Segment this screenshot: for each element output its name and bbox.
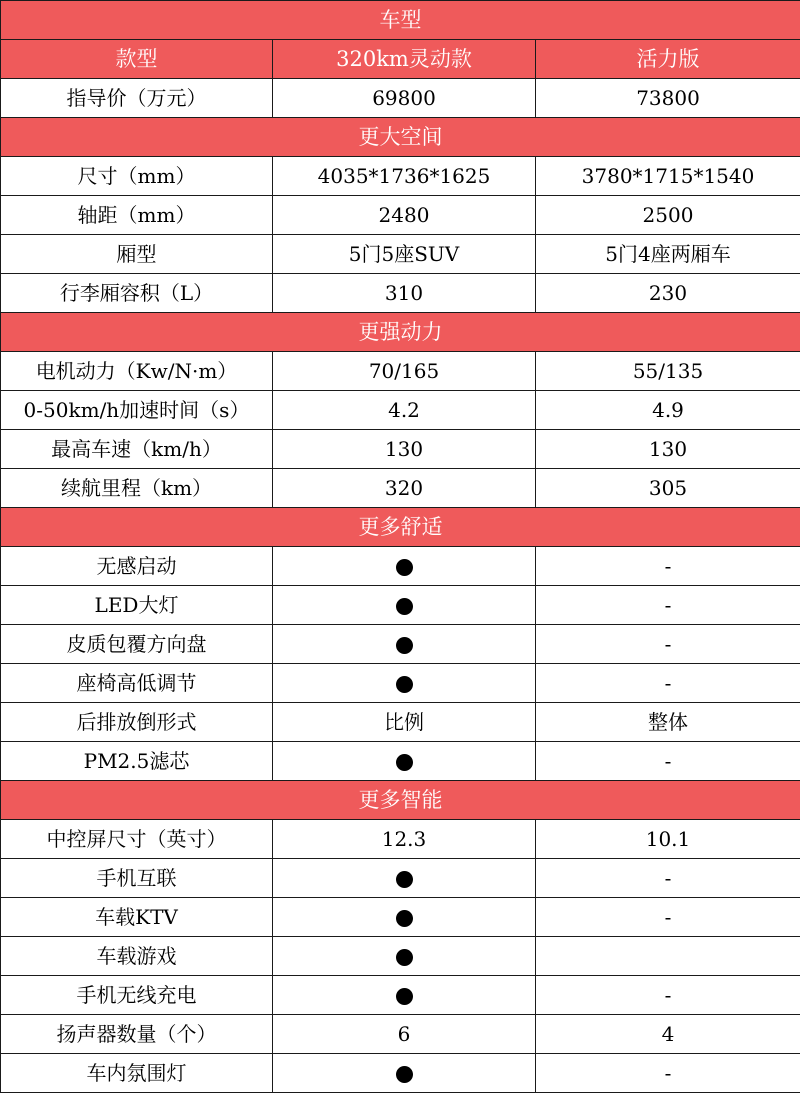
cell-col1 xyxy=(273,976,536,1015)
title-row xyxy=(1,1,800,40)
cell-col1 xyxy=(273,547,536,586)
row-label: 厢型 xyxy=(1,235,273,274)
cell-col2: 10.1 xyxy=(536,820,800,859)
row-label: 尺寸（mm） xyxy=(1,157,273,196)
section-title-comfort: 更多舒适 xyxy=(1,508,800,547)
cell-col1: 310 xyxy=(273,274,536,313)
standard-dot-icon xyxy=(396,754,413,771)
row-label: 轴距（mm） xyxy=(1,196,273,235)
row-label: 行李厢容积（L） xyxy=(1,274,273,313)
cell-col1: 比例 xyxy=(273,703,536,742)
cell-col1 xyxy=(273,586,536,625)
table-row xyxy=(1,625,800,664)
table-row xyxy=(1,898,800,937)
row-label: PM2.5滤芯 xyxy=(1,742,273,781)
cell-col1 xyxy=(273,742,536,781)
cell-col2: 73800 xyxy=(536,79,800,118)
table-row xyxy=(1,742,800,781)
cell-col1: 70/165 xyxy=(273,352,536,391)
row-label: 皮质包覆方向盘 xyxy=(1,625,273,664)
cell-col2: 4.9 xyxy=(536,391,800,430)
table-row xyxy=(1,235,800,274)
table-row xyxy=(1,391,800,430)
cell-col2: - xyxy=(536,898,800,937)
row-label: 无感启动 xyxy=(1,547,273,586)
cell-col2: - xyxy=(536,664,800,703)
row-label: 最高车速（km/h） xyxy=(1,430,273,469)
section-row xyxy=(1,313,800,352)
section-row xyxy=(1,508,800,547)
cell-col2: 整体 xyxy=(536,703,800,742)
section-row xyxy=(1,781,800,820)
standard-dot-icon xyxy=(396,988,413,1005)
table-row xyxy=(1,547,800,586)
table-row xyxy=(1,586,800,625)
cell-col1 xyxy=(273,625,536,664)
cell-col1 xyxy=(273,1054,536,1093)
section-title-smart: 更多智能 xyxy=(1,781,800,820)
cell-col2: 2500 xyxy=(536,196,800,235)
header-col2: 活力版 xyxy=(536,40,800,79)
cell-col1: 4.2 xyxy=(273,391,536,430)
header-row xyxy=(1,40,800,79)
cell-col2: - xyxy=(536,976,800,1015)
table-row xyxy=(1,1015,800,1054)
cell-col2: - xyxy=(536,742,800,781)
row-label: 车载游戏 xyxy=(1,937,273,976)
table-row xyxy=(1,430,800,469)
cell-col1: 130 xyxy=(273,430,536,469)
cell-col1: 2480 xyxy=(273,196,536,235)
row-label: 车载KTV xyxy=(1,898,273,937)
row-label: 手机无线充电 xyxy=(1,976,273,1015)
table-row xyxy=(1,1054,800,1093)
cell-col2: - xyxy=(536,1054,800,1093)
cell-col2: 130 xyxy=(536,430,800,469)
cell-col2: 4 xyxy=(536,1015,800,1054)
row-label: 后排放倒形式 xyxy=(1,703,273,742)
cell-col1: 69800 xyxy=(273,79,536,118)
standard-dot-icon xyxy=(396,910,413,927)
standard-dot-icon xyxy=(396,676,413,693)
table-row xyxy=(1,820,800,859)
cell-col1: 5门5座SUV xyxy=(273,235,536,274)
cell-col2: 55/135 xyxy=(536,352,800,391)
table-row xyxy=(1,196,800,235)
row-label: 手机互联 xyxy=(1,859,273,898)
cell-col2: 230 xyxy=(536,274,800,313)
cell-col1: 320 xyxy=(273,469,536,508)
header-col1: 320km灵动款 xyxy=(273,40,536,79)
standard-dot-icon xyxy=(396,637,413,654)
cell-col1: 12.3 xyxy=(273,820,536,859)
cell-col1 xyxy=(273,859,536,898)
standard-dot-icon xyxy=(396,559,413,576)
section-title-power: 更强动力 xyxy=(1,313,800,352)
row-label: 指导价（万元） xyxy=(1,79,273,118)
table-row xyxy=(1,274,800,313)
cell-col1: 6 xyxy=(273,1015,536,1054)
table-row xyxy=(1,664,800,703)
row-label: 车内氛围灯 xyxy=(1,1054,273,1093)
table-title: 车型 xyxy=(1,1,800,40)
section-title-space: 更大空间 xyxy=(1,118,800,157)
row-label: 扬声器数量（个） xyxy=(1,1015,273,1054)
row-label: 续航里程（km） xyxy=(1,469,273,508)
cell-col2: 305 xyxy=(536,469,800,508)
standard-dot-icon xyxy=(396,871,413,888)
cell-col1 xyxy=(273,898,536,937)
cell-col2 xyxy=(536,937,800,976)
row-label: 中控屏尺寸（英寸） xyxy=(1,820,273,859)
section-row xyxy=(1,118,800,157)
row-label: 0-50km/h加速时间（s） xyxy=(1,391,273,430)
cell-col2: 5门4座两厢车 xyxy=(536,235,800,274)
table-row xyxy=(1,937,800,976)
table-row xyxy=(1,79,800,118)
standard-dot-icon xyxy=(396,598,413,615)
cell-col2: - xyxy=(536,859,800,898)
table-row xyxy=(1,976,800,1015)
table-row xyxy=(1,469,800,508)
table-row xyxy=(1,352,800,391)
header-model: 款型 xyxy=(1,40,273,79)
cell-col1 xyxy=(273,664,536,703)
cell-col2: 3780*1715*1540 xyxy=(536,157,800,196)
table-row xyxy=(1,859,800,898)
cell-col2: - xyxy=(536,625,800,664)
row-label: 座椅高低调节 xyxy=(1,664,273,703)
cell-col1 xyxy=(273,937,536,976)
row-label: 电机动力（Kw/N·m） xyxy=(1,352,273,391)
cell-col1: 4035*1736*1625 xyxy=(273,157,536,196)
standard-dot-icon xyxy=(396,949,413,966)
row-label: LED大灯 xyxy=(1,586,273,625)
table-row xyxy=(1,157,800,196)
cell-col2: - xyxy=(536,547,800,586)
cell-col2: - xyxy=(536,586,800,625)
standard-dot-icon xyxy=(396,1066,413,1083)
table-row xyxy=(1,703,800,742)
